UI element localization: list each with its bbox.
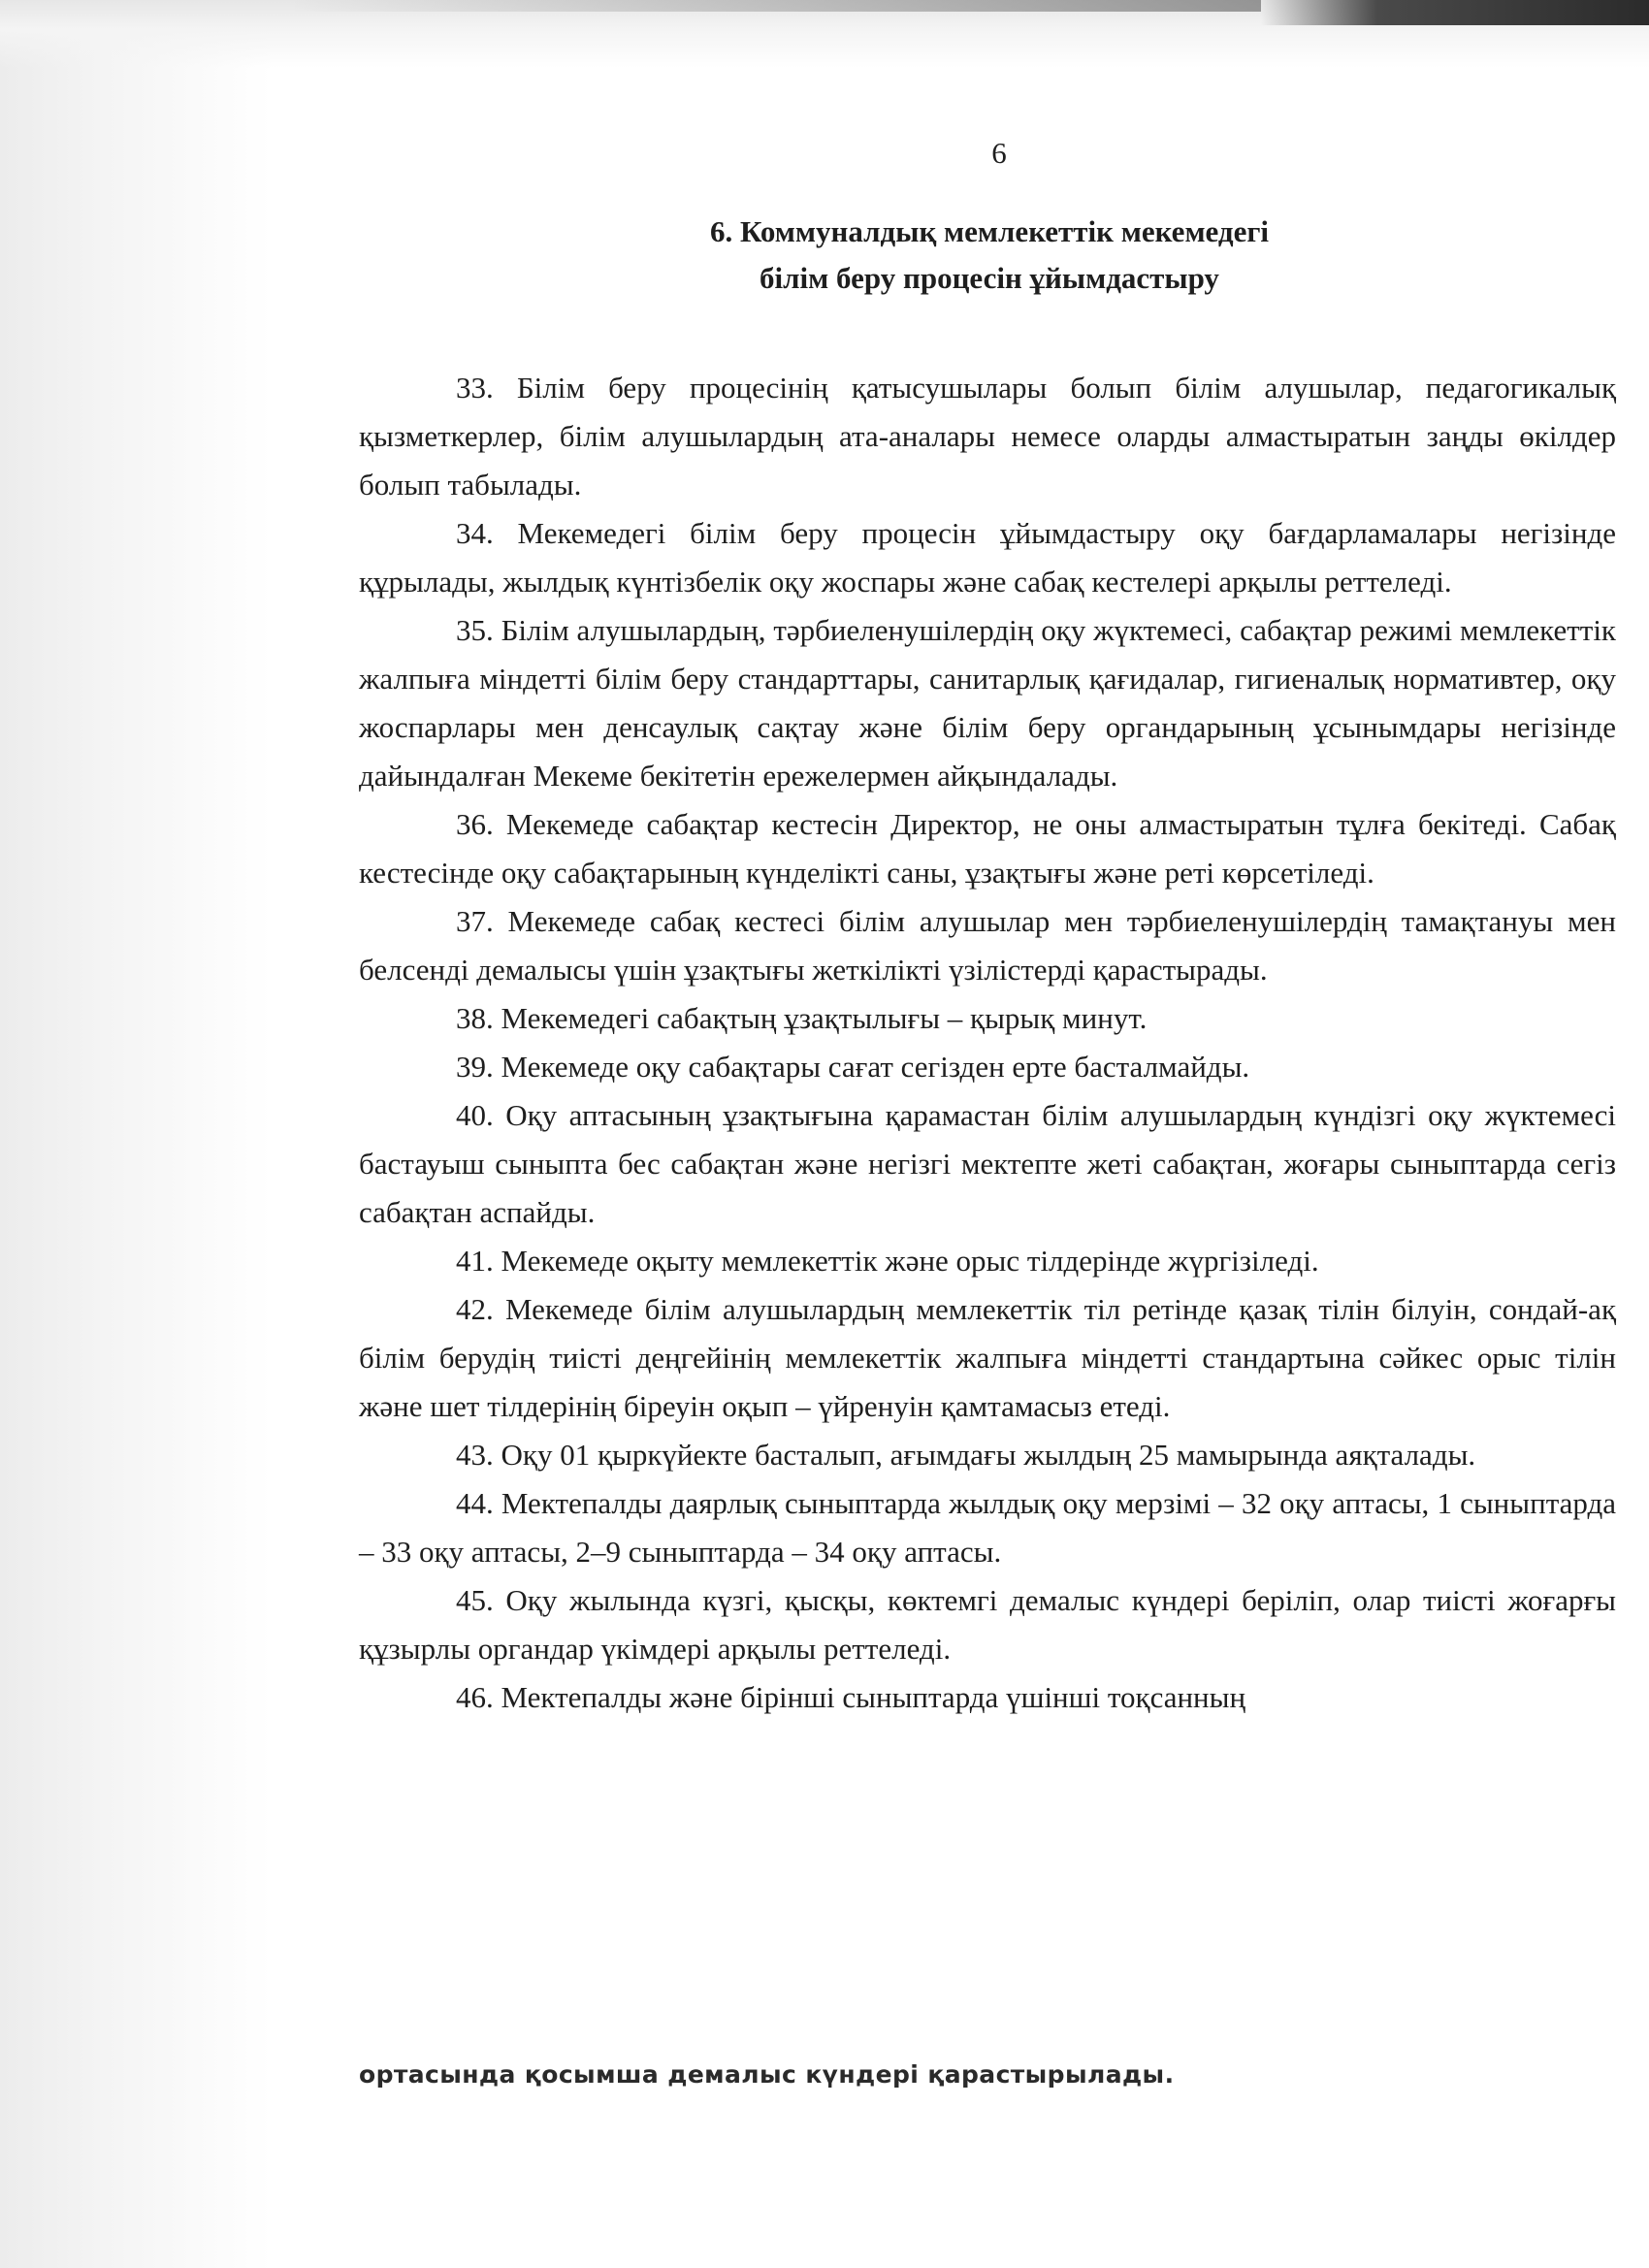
paragraph-40: 40. Оқу аптасының ұзақтығына қарамастан білім алушылардың күндізгі оқу жүктемесі бастауыш сыныпта бес сабақтан және негізгі мектепте жеті сабақтан, жоғары сыныптарда сегіз сабақтан аспайды. xyxy=(359,1098,1616,1229)
paragraph-42: 42. Мекемеде білім алушылардың мемлекеттік тіл ретінде қазақ тілін білуін, сондай-ақ білім берудің тиісті деңгейінің мемлекеттік жалпыға міндетті стандартына сәйкес орыс тілін және шет тілдерінің біреуін оқып – үйренуін қамтамасыз етеді. xyxy=(359,1292,1616,1423)
paragraph-37: 37. Мекемеде сабақ кестесі білім алушылар мен тәрбиеленушілердің тамақтануы мен белсенді демалысы үшін ұзақтығы жеткілікті үзілістерді қарастырады. xyxy=(359,904,1616,987)
heading-line-1: 6. Коммуналдық мемлекеттік мекемедегі xyxy=(709,214,1270,248)
paragraph-36: 36. Мекемеде сабақтар кестесін Директор, не оны алмастыратын тұлға бекітеді. Сабақ кестесінде оқу сабақтарының күнделікті саны, ұзақтығы және реті көрсетіледі. xyxy=(359,807,1616,890)
paragraph-41: 41. Мекемеде оқыту мемлекеттік және орыс тілдерінде жүргізіледі. xyxy=(456,1244,1319,1278)
paragraph-46: 46. Мектепалды және бірінші сыныптарда үшінші тоқсанның xyxy=(456,1680,1246,1714)
paragraph-38: 38. Мекемедегі сабақтың ұзақтылығы – қырық минут. xyxy=(456,1001,1148,1035)
paragraph-34: 34. Мекемедегі білім беру процесін ұйымдастыру оқу бағдарламалары негізінде құрылады, жылдық күнтізбелік оқу жоспары және сабақ кестелері арқылы реттеледі. xyxy=(359,516,1616,599)
heading-line-2: білім беру процесін ұйымдастыру xyxy=(760,261,1219,295)
paragraph-39: 39. Мекемеде оқу сабақтары сағат сегізден ерте басталмайды. xyxy=(456,1050,1250,1084)
scan-edge-faint xyxy=(291,0,1261,12)
document-body xyxy=(359,364,1616,1722)
continuation-line: ортасында қосымша демалыс күндері қарастырылады. xyxy=(359,2060,1175,2089)
section-heading xyxy=(543,209,1436,302)
paragraph-43: 43. Оқу 01 қыркүйекте басталып, ағымдағы жылдың 25 мамырында аяқталады. xyxy=(456,1438,1476,1472)
paragraph-35: 35. Білім алушылардың, тәрбиеленушілердің оқу жүктемесі, сабақтар режимі мемлекеттік жалпыға міндетті білім беру стандарттары, санитарлық қағидалар, гигиеналық нормативтер, оқу жоспарлары мен денсаулық сақтау және білім беру органдарының ұсынымдары негізінде дайындалған Мекеме бекітетін ережелермен айқындалады. xyxy=(359,613,1616,793)
scan-edge-dark xyxy=(1261,0,1649,25)
scan-shadow-left xyxy=(0,0,272,2268)
paragraph-33: 33. Білім беру процесінің қатысушылары болып білім алушылар, педагогикалық қызметкерлер, білім алушылардың ата-аналары немесе оларды алмастыратын заңды өкілдер болып табылады. xyxy=(359,371,1616,502)
paragraph-44: 44. Мектепалды даярлық сыныптарда жылдық оқу мерзімі – 32 оқу аптасы, 1 сыныптарда – 33 оқу аптасы, 2–9 сыныптарда – 34 оқу аптасы. xyxy=(359,1486,1616,1569)
page-number: 6 xyxy=(991,136,1007,170)
paragraph-45: 45. Оқу жылында күзгі, қысқы, көктемгі демалыс күндері беріліп, олар тиісті жоғарғы құзырлы органдар үкімдері арқылы реттеледі. xyxy=(359,1583,1616,1666)
